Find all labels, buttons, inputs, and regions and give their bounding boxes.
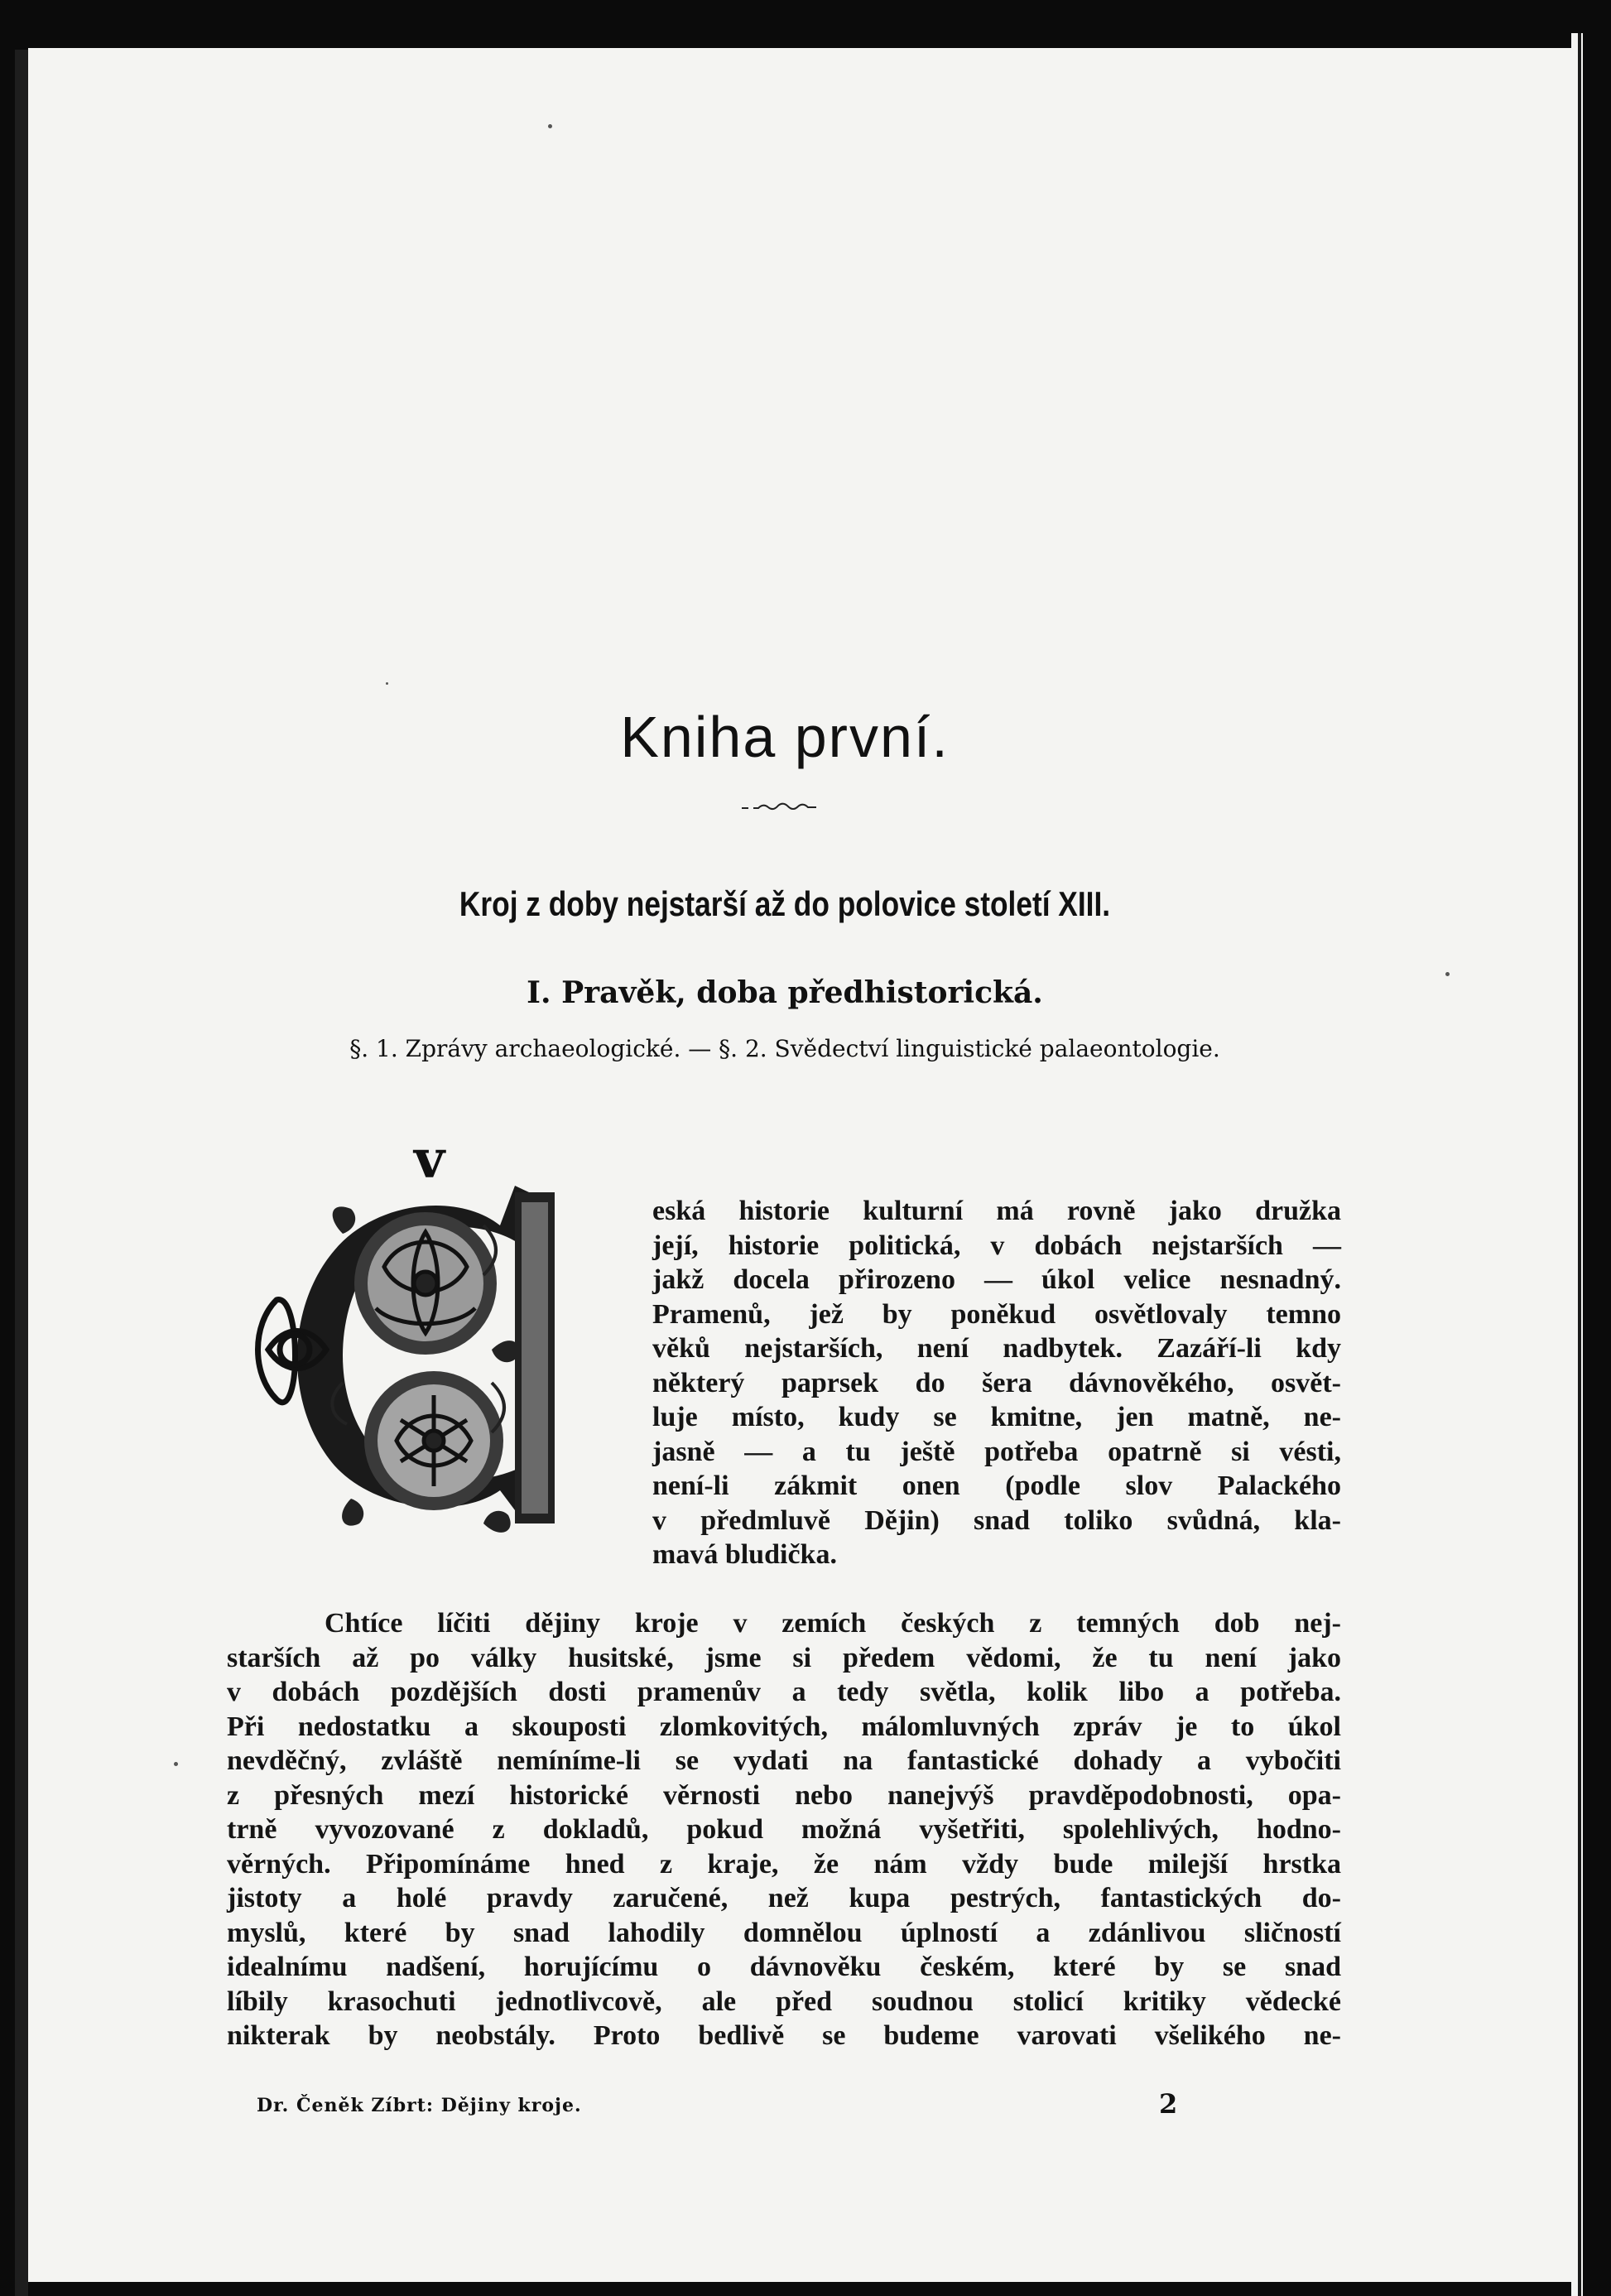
speck (548, 124, 552, 128)
text-line: Při nedostatku a skouposti zlomkovitých, málomluvných zpráv je to úkol (227, 1711, 1341, 1742)
ornament-squiggle-icon (740, 801, 823, 811)
text-line: jakž docela přirozeno — úkol velice nesnadný. (652, 1264, 1341, 1295)
text-line: trně vyvozované z dokladů, pokud možná vyšetřiti, spolehlivých, hodno- (227, 1814, 1341, 1845)
text-line: eská historie kulturní má rovně jako družka (652, 1196, 1341, 1226)
ornamental-initial-c-icon (252, 1134, 616, 1565)
initial-accent: v (414, 1134, 445, 1191)
chapter-title: I. Pravěk, doba předhistorická. (527, 975, 1043, 1010)
text-line: není-li zákmit onen (podle slov Palackého (652, 1470, 1341, 1501)
text-line: věrných. Připomínáme hned z kraje, že nám vždy bude milejší hrstka (227, 1848, 1341, 1880)
text-line: mavá bludička. (652, 1539, 837, 1570)
book-page (28, 48, 1571, 2282)
book-title: Kniha první. (620, 705, 950, 769)
text-line: líbily krasochuti jednotlivcově, ale před soudnou stolicí kritiky vědecké (227, 1986, 1341, 2017)
first-paragraph (652, 1194, 1341, 1572)
text-line: starších až po války husitské, jsme si předem vědomi, že tu není jako (227, 1642, 1341, 1673)
speck (174, 1762, 178, 1766)
text-line: v předmluvě Dějin) snad toliko svůdná, kla- (652, 1504, 1341, 1536)
text-line: myslů, které by snad lahodily domnělou úplností a zdánlivou sličností (227, 1917, 1341, 1948)
page-right-border (1578, 33, 1581, 2296)
second-paragraph (227, 1606, 1341, 2053)
text-line: idealnímu nadšení, horujícímu o dávnověku českém, které by se snad (227, 1952, 1341, 1982)
text-line: její, historie politická, v dobách nejstarších — (652, 1230, 1341, 1261)
text-line: nikterak by neobstály. Proto bedlivě se budeme varovati všelikého ne- (227, 2020, 1341, 2051)
text-line: jistoty a holé pravdy zaručené, než kupa pestrých, fantastických do- (227, 1883, 1341, 1913)
text-line: luje místo, kudy se kmitne, jen matně, ne- (652, 1402, 1341, 1432)
text-line: z přesných mezí historické věrnosti nebo nanejvýš pravděpodobnosti, opa- (227, 1779, 1341, 1811)
text-line: jasně — a tu ještě potřeba opatrně si vésti, (652, 1436, 1341, 1467)
part-title: Kroj z doby nejstarší až do polovice století XIII. (459, 884, 1111, 923)
page-number: 2 (1159, 2088, 1178, 2120)
text-line: Chtíce líčiti dějiny kroje v zemích českých z temných dob nej- (325, 1608, 1341, 1639)
text-line: v dobách pozdějších dosti pramenův a tedy světla, kolik libo a potřeba. (227, 1677, 1341, 1707)
text-line: Pramenů, jež by poněkud osvětlovaly temno (652, 1298, 1341, 1330)
footer-author: Dr. Čeněk Zíbrt: Dějiny kroje. (257, 2095, 582, 2116)
text-line: věků nejstarších, není nadbytek. Zazáří-li kdy (652, 1333, 1341, 1364)
speck (386, 682, 388, 685)
section-subtitle: §. 1. Zprávy archaeologické. — §. 2. Svědectví linguistické palaeontologie. (349, 1035, 1220, 1062)
page-binding-edge (15, 50, 28, 2296)
text-line: některý paprsek do šera dávnověkého, osvět- (652, 1367, 1341, 1398)
text-line: nevděčný, zvláště nemíníme-li se vydati na fantastické dohady a vybočiti (227, 1745, 1341, 1776)
